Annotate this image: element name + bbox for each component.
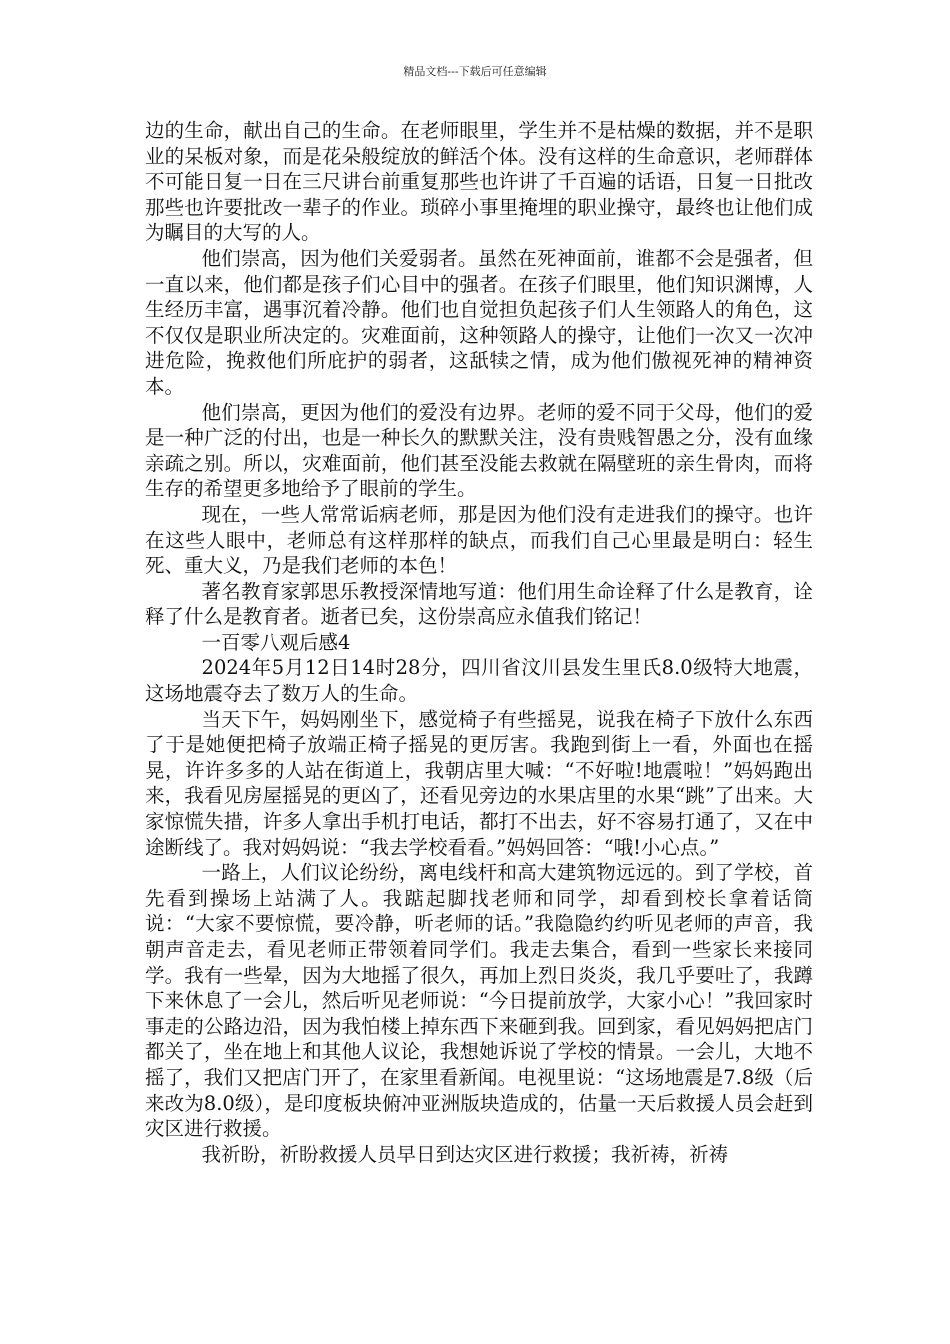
section-heading: 一百零八观后感4 [201,630,351,654]
paragraph: 现在，一些人常常诟病老师，那是因为他们没有走进我们的操守。也许在这些人眼中，老师总有这样那样的缺点，而我们自己心里最是明白：轻生死、重大义，乃是我们老师的本色！ [145,502,813,578]
paragraph: 著名教育家郭思乐教授深情地写道：他们用生命诠释了什么是教育，诠释了什么是教育者。逝者已矣，这份崇高应永值我们铭记！ [145,579,813,629]
document-body [145,118,813,1167]
paragraph: 一路上，人们议论纷纷，离电线杆和高大建筑物远远的。到了学校，首先看到操场上站满了人。我踮起脚找老师和同学，却看到校长拿着话筒说：“大家不要惊慌，要冷静，听老师的话。”我隐隐约约听见老师的声音，我朝声音走去，看见老师正带领着同学们。我走去集合，看到一些家长来接同学。我有一些晕，因为大地摇了很久，再加上烈日炎炎，我几乎要吐了，我蹲下来休息了一会儿，然后听见老师说：“今日提前放学，大家小心！”我回家时事走的公路边沿，因为我怕楼上掉东西下来砸到我。回到家，看见妈妈把店门都关了，坐在地上和其他人议论，我想她诉说了学校的情景。一会儿，大地不摇了，我们又把店门开了，在家里看新闻。电视里说：“这场地震是7.8级（后来改为8.0级），是印度板块俯冲亚洲版块造成的，估量一天后救援人员会赶到灾区进行救援。 [145,861,813,1141]
paragraph: 边的生命，献出自己的生命。在老师眼里，学生并不是枯燥的数据，并不是职业的呆板对象，而是花朵般绽放的鲜活个体。没有这样的生命意识，老师群体不可能日复一日在三尺讲台前重复那些也许讲了千百遍的话语，日复一日批改那些也许要批改一辈子的作业。琐碎小事里掩埋的职业操守，最终也让他们成为瞩目的大写的人。 [145,119,813,245]
paragraph: 2024年5月12日14时28分，四川省汶川县发生里氏8.0级特大地震，这场地震夺去了数万人的生命。 [145,656,813,706]
page-header: 精品文档---下载后可任意编辑 [403,65,547,78]
paragraph: 当天下午，妈妈刚坐下，感觉椅子有些摇晃，说我在椅子下放什么东西了于是她便把椅子放端正椅子摇晃的更厉害。我跑到街上一看，外面也在摇晃，许许多多的人站在街道上，我朝店里大喊：“不好啦!地震啦！”妈妈跑出来，我看见房屋摇晃的更凶了，还看见旁边的水果店里的水果“跳”了出来。大家惊慌失措，许多人拿出手机打电话，都打不出去，好不容易打通了，又在中途断线了。我对妈妈说：“我去学校看看。”妈妈回答：“哦!小心点。” [145,707,813,859]
paragraph: 我祈盼，祈盼救援人员早日到达灾区进行救援；我祈祷，祈祷 [201,1142,729,1166]
paragraph: 他们崇高，因为他们关爱弱者。虽然在死神面前，谁都不会是强者，但一直以来，他们都是孩子们心目中的强者。在孩子们眼里，他们知识渊博，人生经历丰富，遇事沉着冷静。他们也自觉担负起孩子们人生领路人的角色，这不仅仅是职业所决定的。灾难面前，这种领路人的操守，让他们一次又一次冲进危险，挽救他们所庇护的弱者，这舐犊之情，成为他们傲视死神的精神资本。 [145,246,813,398]
paragraph: 他们崇高，更因为他们的爱没有边界。老师的爱不同于父母，他们的爱是一种广泛的付出，也是一种长久的默默关注，没有贵贱智愚之分，没有血缘亲疏之别。所以，灾难面前，他们甚至没能去救就在隔壁班的亲生骨肉，而将生存的希望更多地给予了眼前的学生。 [145,400,813,501]
